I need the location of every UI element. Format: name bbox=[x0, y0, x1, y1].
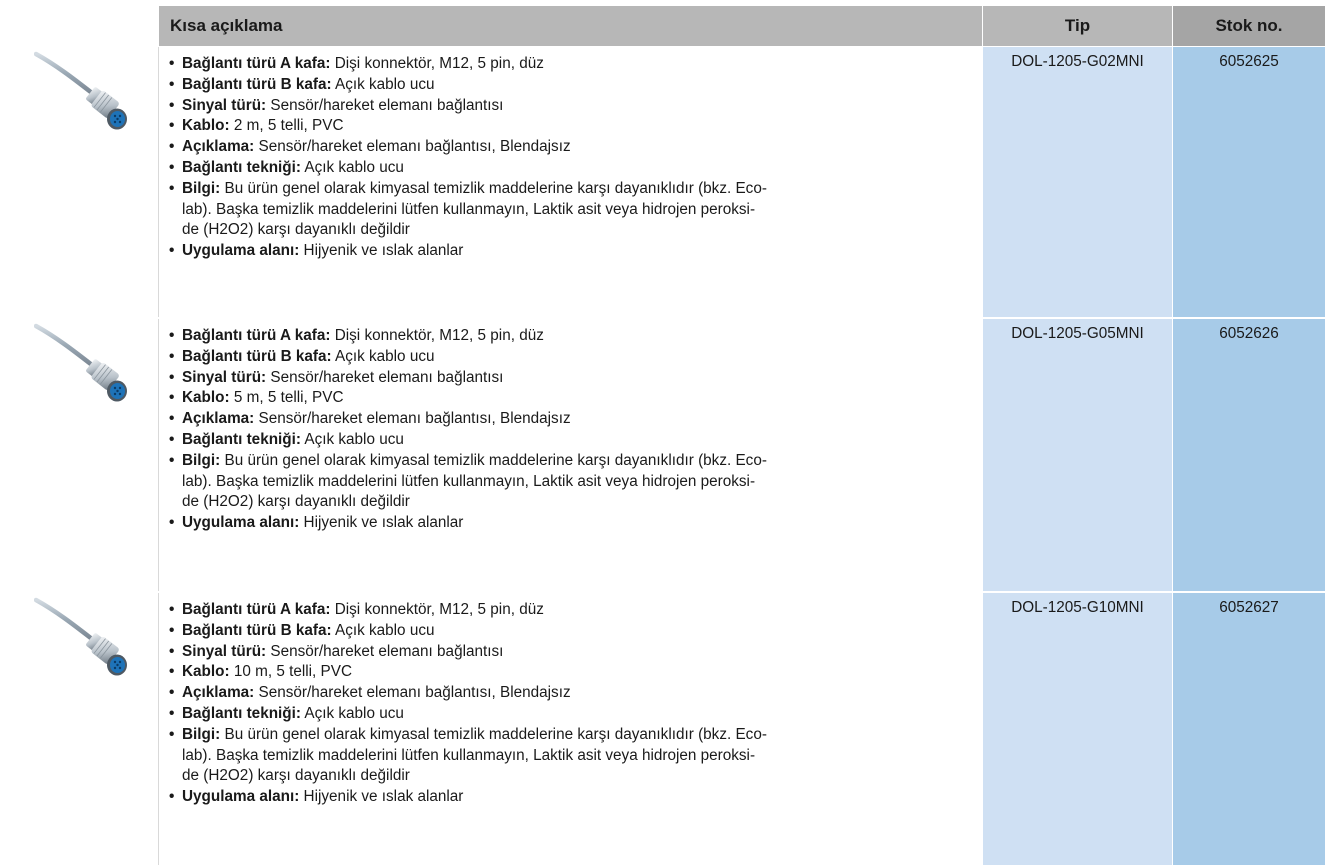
header-stock-number: Stok no. bbox=[1172, 6, 1325, 46]
spec-item bbox=[169, 430, 974, 451]
spec-label: Bağlantı tekniği: bbox=[182, 430, 301, 448]
stock-number-cell: 6052625 bbox=[1172, 47, 1325, 317]
spec-value: Açık kablo ucu bbox=[300, 704, 404, 722]
spec-value: 10 m, 5 telli, PVC bbox=[229, 663, 353, 681]
spec-label: Bağlantı türü B kafa: bbox=[182, 347, 332, 365]
spec-value: Sensör/hareket elemanı bağlantısı bbox=[266, 96, 504, 114]
spec-list bbox=[169, 326, 974, 534]
spec-value: Hijyenik ve ıslak alanlar bbox=[299, 514, 464, 532]
spec-label: Sinyal türü: bbox=[182, 96, 267, 114]
product-table bbox=[8, 6, 1325, 865]
table-header bbox=[8, 6, 1325, 46]
spec-item bbox=[169, 241, 974, 262]
spec-label: Bağlantı tekniği: bbox=[182, 158, 301, 176]
spec-value-continued: lab). Başka temizlik maddelerini lütfen kullanmayın, Laktik asit veya hidrojen peroksi- bbox=[182, 200, 756, 218]
spec-value: Açık kablo ucu bbox=[300, 430, 404, 448]
spec-item bbox=[169, 158, 974, 179]
spec-item bbox=[169, 54, 974, 75]
stock-number-cell: 6052626 bbox=[1172, 319, 1325, 591]
spec-label: Kablo: bbox=[182, 117, 230, 135]
spec-label: Açıklama: bbox=[182, 410, 255, 428]
spec-label: Bağlantı türü B kafa: bbox=[182, 621, 332, 639]
spec-label: Bilgi: bbox=[182, 451, 221, 469]
spec-value: Sensör/hareket elemanı bağlantısı, Blendajsız bbox=[254, 138, 571, 156]
spec-label: Uygulama alanı: bbox=[182, 788, 300, 806]
spec-label: Bağlantı türü A kafa: bbox=[182, 327, 331, 344]
spec-item bbox=[169, 368, 974, 389]
spec-label: Bağlantı türü A kafa: bbox=[182, 601, 331, 618]
spec-label: Bilgi: bbox=[182, 179, 221, 197]
spec-item bbox=[169, 725, 974, 787]
header-type: Tip bbox=[982, 6, 1172, 46]
spec-value: Sensör/hareket elemanı bağlantısı bbox=[266, 642, 504, 660]
spec-item bbox=[169, 347, 974, 368]
cable-connector-icon bbox=[34, 51, 134, 131]
spec-value-continued: de (H2O2) karşı dayanıklı değildir bbox=[182, 767, 410, 785]
product-image-cell bbox=[8, 319, 158, 591]
spec-item bbox=[169, 787, 974, 808]
spec-list bbox=[169, 54, 974, 262]
spec-value: Açık kablo ucu bbox=[331, 347, 435, 365]
spec-value: Dişi konnektör, M12, 5 pin, düz bbox=[330, 55, 544, 72]
product-image-cell bbox=[8, 593, 158, 865]
description-cell bbox=[158, 47, 982, 317]
spec-label: Sinyal türü: bbox=[182, 642, 267, 660]
cable-connector-icon bbox=[34, 597, 134, 677]
spec-value-continued: de (H2O2) karşı dayanıklı değildir bbox=[182, 221, 410, 239]
spec-value-continued: de (H2O2) karşı dayanıklı değildir bbox=[182, 493, 410, 511]
spec-item bbox=[169, 75, 974, 96]
spec-value-continued: lab). Başka temizlik maddelerini lütfen kullanmayın, Laktik asit veya hidrojen peroksi- bbox=[182, 746, 756, 764]
spec-label: Açıklama: bbox=[182, 684, 255, 702]
spec-value: Dişi konnektör, M12, 5 pin, düz bbox=[330, 601, 544, 618]
spec-item bbox=[169, 451, 974, 513]
spec-value: Hijyenik ve ıslak alanlar bbox=[299, 788, 464, 806]
spec-value: Sensör/hareket elemanı bağlantısı bbox=[266, 368, 504, 386]
spec-item bbox=[169, 96, 974, 117]
table-row bbox=[8, 591, 1325, 865]
type-cell: DOL-1205-G02MNI bbox=[982, 47, 1172, 317]
type-cell: DOL-1205-G05MNI bbox=[982, 319, 1172, 591]
spec-value-continued: lab). Başka temizlik maddelerini lütfen kullanmayın, Laktik asit veya hidrojen peroksi- bbox=[182, 472, 756, 490]
cable-connector-icon bbox=[34, 323, 134, 403]
spec-item bbox=[169, 326, 974, 347]
spec-value: Bu ürün genel olarak kimyasal temizlik maddelerine karşı dayanıklıdır (bkz. Eco- bbox=[220, 725, 767, 743]
table-row bbox=[8, 317, 1325, 591]
stock-number-cell: 6052627 bbox=[1172, 593, 1325, 865]
spec-label: Bilgi: bbox=[182, 725, 221, 743]
spec-label: Uygulama alanı: bbox=[182, 242, 300, 260]
spec-item bbox=[169, 683, 974, 704]
spec-item bbox=[169, 409, 974, 430]
spec-label: Bağlantı tekniği: bbox=[182, 704, 301, 722]
spec-value: Açık kablo ucu bbox=[300, 158, 404, 176]
spec-label: Sinyal türü: bbox=[182, 368, 267, 386]
description-cell bbox=[158, 593, 982, 865]
spec-item bbox=[169, 137, 974, 158]
product-image-cell bbox=[8, 47, 158, 317]
table-body bbox=[8, 46, 1325, 865]
spec-value: Sensör/hareket elemanı bağlantısı, Blendajsız bbox=[254, 684, 571, 702]
spec-value: Sensör/hareket elemanı bağlantısı, Blendajsız bbox=[254, 410, 571, 428]
spec-label: Uygulama alanı: bbox=[182, 514, 300, 532]
spec-value: Dişi konnektör, M12, 5 pin, düz bbox=[330, 327, 544, 344]
description-cell bbox=[158, 319, 982, 591]
spec-item bbox=[169, 179, 974, 241]
spec-item bbox=[169, 116, 974, 137]
table-row bbox=[8, 46, 1325, 317]
spec-value: 2 m, 5 telli, PVC bbox=[229, 117, 344, 135]
spec-label: Bağlantı türü A kafa: bbox=[182, 55, 331, 72]
spec-value: Bu ürün genel olarak kimyasal temizlik maddelerine karşı dayanıklıdır (bkz. Eco- bbox=[220, 179, 767, 197]
spec-label: Bağlantı türü B kafa: bbox=[182, 75, 332, 93]
spec-item bbox=[169, 513, 974, 534]
spec-item bbox=[169, 704, 974, 725]
spec-value: Açık kablo ucu bbox=[331, 621, 435, 639]
spec-label: Açıklama: bbox=[182, 138, 255, 156]
spec-value: Hijyenik ve ıslak alanlar bbox=[299, 242, 464, 260]
spec-list bbox=[169, 600, 974, 808]
spec-label: Kablo: bbox=[182, 663, 230, 681]
header-image-cell bbox=[8, 6, 158, 46]
spec-label: Kablo: bbox=[182, 389, 230, 407]
spec-value: Açık kablo ucu bbox=[331, 75, 435, 93]
spec-item bbox=[169, 600, 974, 621]
spec-item bbox=[169, 662, 974, 683]
type-cell: DOL-1205-G10MNI bbox=[982, 593, 1172, 865]
spec-item bbox=[169, 621, 974, 642]
spec-item bbox=[169, 642, 974, 663]
spec-value: Bu ürün genel olarak kimyasal temizlik maddelerine karşı dayanıklıdır (bkz. Eco- bbox=[220, 451, 767, 469]
spec-item bbox=[169, 388, 974, 409]
header-description: Kısa açıklama bbox=[158, 6, 982, 46]
spec-value: 5 m, 5 telli, PVC bbox=[229, 389, 344, 407]
